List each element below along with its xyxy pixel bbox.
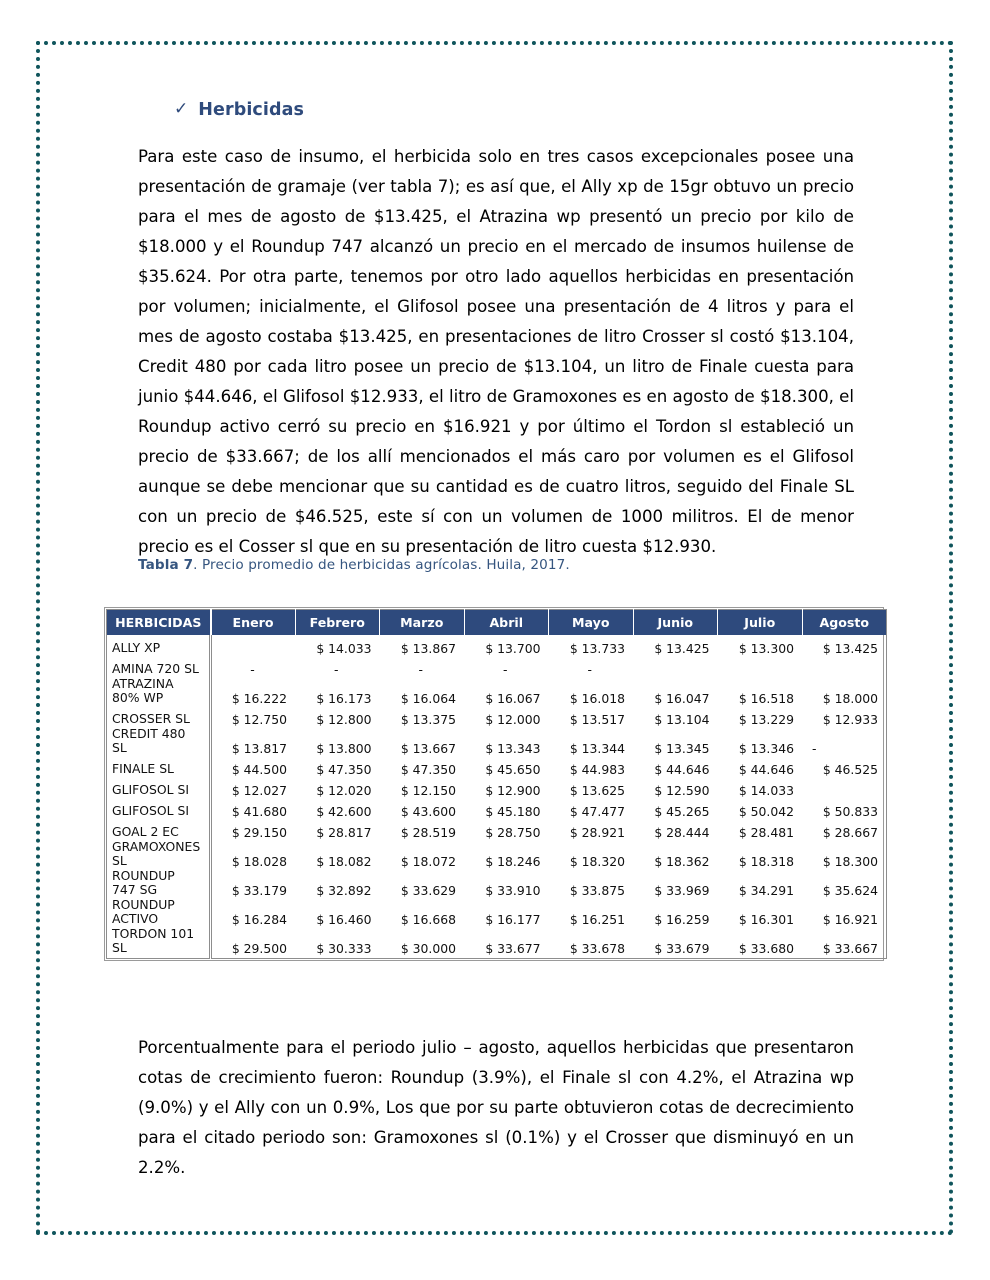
table-cell-price: $ 16.222 <box>231 690 287 706</box>
table-row <box>107 819 887 840</box>
price-table-container <box>104 607 884 961</box>
price-table-body <box>107 635 887 959</box>
table-cell-price: $ 16.301 <box>738 911 794 927</box>
table-cell-price: $ 13.700 <box>485 640 541 656</box>
table-cell-price: $ 13.300 <box>738 640 794 656</box>
table-cell-price: $ 47.350 <box>316 761 372 777</box>
table-cell-price: $ 13.104 <box>654 711 710 727</box>
table-cell-price: $ 18.082 <box>316 853 372 869</box>
table-cell-price <box>802 656 887 677</box>
table-row <box>107 706 887 727</box>
table-cell-price: $ 28.444 <box>654 824 710 840</box>
table-cell-price: $ 12.900 <box>485 782 541 798</box>
section-heading-label: Herbicidas <box>198 100 305 120</box>
table-cell-price: $ 16.251 <box>569 911 625 927</box>
table-cell-price: $ 34.291 <box>738 882 794 898</box>
table-cell-price: $ 16.064 <box>400 690 456 706</box>
table-row <box>107 927 887 959</box>
table-cell-price: $ 28.921 <box>569 824 625 840</box>
table-caption-text: . Precio promedio de herbicidas agrícolas. Huila, 2017. <box>193 557 570 573</box>
table-cell-price: $ 16.921 <box>822 911 878 927</box>
table-row <box>107 656 887 677</box>
section-heading <box>174 100 860 120</box>
table-col-header: Agosto <box>802 610 887 635</box>
table-cell-price: $ 16.047 <box>654 690 710 706</box>
table-cell-herbicide-name: TORDON 101 SL <box>107 927 211 959</box>
table-cell-price: $ 45.265 <box>654 803 710 819</box>
table-row <box>107 840 887 869</box>
paragraph-herbicidas-intro: Para este caso de insumo, el herbicida solo en tres casos excepcionales posee una presentación de gramaje (ver tabla 7); es así que, el Ally xp de 15gr obtuvo un precio para el mes de agosto de $13.425, el Atrazina wp presentó un precio por kilo de $18.000 y el Roundup 747 alcanzó un precio en el mercado de insumos huilense de $35.624. Por otra parte, tenemos por otro lado aquellos herbicidas en presentación por volumen; inicialmente, el Glifosol posee una presentación de 4 litros y para el mes de agosto costaba $13.425, en presentaciones de litro Crosser sl costó $13.104, Credit 480 por cada litro posee un precio de $13.104, un litro de Finale cuesta para junio $44.646, el Glifosol $12.933, el litro de Gramoxones es en agosto de $18.300, el Roundup activo cerró su precio en $16.921 y por último el Tordon sl estableció un precio de $33.667; de los allí mencionados el más caro por volumen es el Glifosol aunque se debe mencionar que su cantidad es de cuatro litros, seguido del Finale SL con un precio de $46.525, este sí con un volumen de 1000 militros. El de menor precio es el Cosser sl que en su presentación de litro cuesta $12.930. <box>138 147 854 556</box>
table-cell-price: $ 18.320 <box>569 853 625 869</box>
table-cell-herbicide-name: GLIFOSOL SI <box>107 777 211 798</box>
table-cell-price: $ 13.817 <box>231 740 287 756</box>
table-cell-price: $ 18.362 <box>654 853 710 869</box>
table-col-header: HERBICIDAS <box>107 610 211 635</box>
table-cell-price: $ 14.033 <box>738 782 794 798</box>
table-cell-price: $ 44.646 <box>738 761 794 777</box>
table-cell-price: $ 33.677 <box>485 940 541 956</box>
table-cell-price: $ 30.333 <box>316 940 372 956</box>
table-header-row <box>107 610 887 635</box>
table-cell-herbicide-name: CREDIT 480 SL <box>107 727 211 756</box>
table-cell-price <box>802 777 887 798</box>
table-cell-price: $ 28.667 <box>822 824 878 840</box>
table-col-header: Febrero <box>295 610 380 635</box>
table-cell-price: $ 44.500 <box>231 761 287 777</box>
table-cell-price: $ 33.969 <box>654 882 710 898</box>
table-cell-price: $ 35.624 <box>822 882 878 898</box>
table-cell-price: $ 18.000 <box>822 690 878 706</box>
table-cell-price: $ 13.343 <box>485 740 541 756</box>
table-cell-price: $ 16.018 <box>569 690 625 706</box>
table-cell-herbicide-name: ROUNDUP ACTIVO <box>107 898 211 927</box>
table-cell-price: $ 13.733 <box>569 640 625 656</box>
price-table-head <box>107 610 887 635</box>
table-cell-price: $ 12.933 <box>822 711 878 727</box>
table-cell-herbicide-name: ALLY XP <box>107 635 211 656</box>
table-cell-price: $ 12.800 <box>316 711 372 727</box>
table-cell-price: - <box>250 661 255 677</box>
table-cell-price: $ 18.300 <box>822 853 878 869</box>
table-cell-price: $ 13.800 <box>316 740 372 756</box>
table-cell-price: $ 16.067 <box>485 690 541 706</box>
table-cell-price: $ 50.042 <box>738 803 794 819</box>
table-cell-price: $ 29.150 <box>231 824 287 840</box>
table-cell-price: $ 46.525 <box>822 761 878 777</box>
table-cell-price: $ 16.284 <box>231 911 287 927</box>
table-cell-price: - <box>418 661 423 677</box>
table-cell-price: $ 30.000 <box>400 940 456 956</box>
table-cell-price: $ 13.229 <box>738 711 794 727</box>
table-row <box>107 798 887 819</box>
table-cell-price: $ 28.519 <box>400 824 456 840</box>
table-cell-price: $ 28.817 <box>316 824 372 840</box>
table-cell-herbicide-name: GLIFOSOL SI <box>107 798 211 819</box>
table-cell-price: $ 13.375 <box>400 711 456 727</box>
table-cell-price: $ 14.033 <box>316 640 372 656</box>
table-cell-price: $ 18.028 <box>231 853 287 869</box>
table-cell-price: $ 32.892 <box>316 882 372 898</box>
table-cell-price: $ 44.983 <box>569 761 625 777</box>
table-cell-price: $ 13.425 <box>822 640 878 656</box>
table-cell-herbicide-name: GOAL 2 EC <box>107 819 211 840</box>
table-cell-price: $ 45.180 <box>485 803 541 819</box>
table-cell-price: $ 16.173 <box>316 690 372 706</box>
table-cell-price: - <box>812 740 817 756</box>
table-cell-price: $ 12.020 <box>316 782 372 798</box>
table-cell-price: $ 33.667 <box>822 940 878 956</box>
table-col-header: Junio <box>633 610 718 635</box>
table-cell-price <box>633 656 718 677</box>
table-cell-price: $ 41.680 <box>231 803 287 819</box>
table-cell-price: $ 50.833 <box>822 803 878 819</box>
table-cell-herbicide-name: CROSSER SL <box>107 706 211 727</box>
table-cell-price: $ 13.425 <box>654 640 710 656</box>
table-cell-price: $ 44.646 <box>654 761 710 777</box>
table-cell-price: $ 29.500 <box>231 940 287 956</box>
table-cell-price: $ 33.678 <box>569 940 625 956</box>
table-cell-price: $ 16.177 <box>485 911 541 927</box>
table-row <box>107 869 887 898</box>
table-cell-herbicide-name: AMINA 720 SL <box>107 656 211 677</box>
table-cell-price: $ 16.668 <box>400 911 456 927</box>
table-row <box>107 677 887 706</box>
table-cell-price: $ 13.667 <box>400 740 456 756</box>
table-cell-price: $ 18.072 <box>400 853 456 869</box>
table-cell-price: $ 12.750 <box>231 711 287 727</box>
table-cell-price: $ 18.318 <box>738 853 794 869</box>
table-cell-herbicide-name: GRAMOXONES SL <box>107 840 211 869</box>
table-col-header: Enero <box>211 610 296 635</box>
table-row <box>107 635 887 656</box>
table-cell-herbicide-name: ATRAZINA 80% WP <box>107 677 211 706</box>
table-cell-price: $ 47.477 <box>569 803 625 819</box>
table-cell-herbicide-name: ROUNDUP 747 SG <box>107 869 211 898</box>
table-cell-price: - <box>503 661 508 677</box>
table-cell-price: $ 13.867 <box>400 640 456 656</box>
table-col-header: Julio <box>718 610 803 635</box>
paragraph-porcentual: Porcentualmente para el periodo julio – agosto, aquellos herbicidas que presentaron cotas de crecimiento fueron: Roundup (3.9%), el Finale sl con 4.2%, el Atrazina wp (9.0%) y el Ally con un 0.9%, Los que por su parte obtuvieron cotas de decrecimiento para el citado periodo son: Gramoxones sl (0.1%) y el Crosser que disminuyó en un 2.2%. <box>138 1038 854 1177</box>
table-cell-price: $ 43.600 <box>400 803 456 819</box>
table-cell-price: $ 33.910 <box>485 882 541 898</box>
table-cell-price: $ 28.481 <box>738 824 794 840</box>
table-cell-price: $ 33.629 <box>400 882 456 898</box>
table-cell-price: $ 13.625 <box>569 782 625 798</box>
table-cell-price: $ 28.750 <box>485 824 541 840</box>
table-cell-price: $ 13.517 <box>569 711 625 727</box>
table-cell-price: $ 12.590 <box>654 782 710 798</box>
table-caption <box>138 557 570 573</box>
check-icon: ✓ <box>174 99 189 119</box>
table-caption-label: Tabla 7 <box>138 557 194 573</box>
table-cell-herbicide-name: FINALE SL <box>107 756 211 777</box>
table-cell-price: - <box>334 661 339 677</box>
table-cell-price: $ 42.600 <box>316 803 372 819</box>
table-cell-price <box>211 635 296 656</box>
price-table <box>106 609 887 959</box>
table-cell-price: $ 12.000 <box>485 711 541 727</box>
table-col-header: Marzo <box>380 610 465 635</box>
table-cell-price: $ 16.460 <box>316 911 372 927</box>
table-cell-price: $ 18.246 <box>485 853 541 869</box>
table-cell-price: $ 16.518 <box>738 690 794 706</box>
table-cell-price <box>718 656 803 677</box>
table-cell-price: $ 33.679 <box>654 940 710 956</box>
table-cell-price: $ 16.259 <box>654 911 710 927</box>
table-cell-price: $ 47.350 <box>400 761 456 777</box>
table-cell-price: $ 12.027 <box>231 782 287 798</box>
table-cell-price: $ 33.875 <box>569 882 625 898</box>
table-col-header: Mayo <box>549 610 634 635</box>
table-row <box>107 898 887 927</box>
table-cell-price: $ 45.650 <box>485 761 541 777</box>
table-cell-price: $ 13.344 <box>569 740 625 756</box>
table-cell-price: $ 33.179 <box>231 882 287 898</box>
table-cell-price: $ 13.345 <box>654 740 710 756</box>
table-cell-price: $ 13.346 <box>738 740 794 756</box>
table-col-header: Abril <box>464 610 549 635</box>
table-cell-price: $ 12.150 <box>400 782 456 798</box>
table-cell-price: $ 33.680 <box>738 940 794 956</box>
table-row <box>107 777 887 798</box>
table-cell-price: - <box>587 661 592 677</box>
table-row <box>107 727 887 756</box>
table-row <box>107 756 887 777</box>
